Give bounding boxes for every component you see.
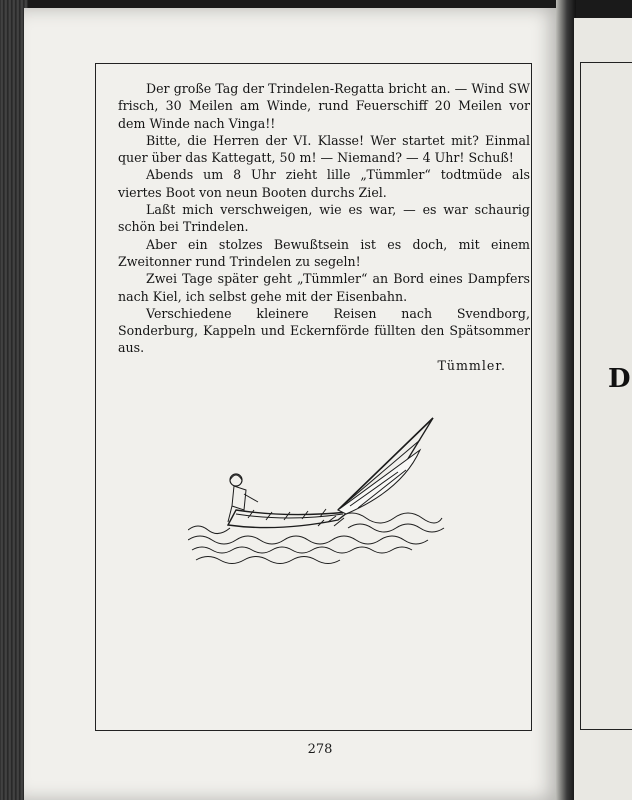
paragraph-silence: Laßt mich verschweigen, wie es war, — es war schaurig schön bei Trindelen.	[118, 202, 530, 235]
paragraph-finish: Abends um 8 Uhr zieht lille „Tümmler“ todtmüde als viertes Boot von neun Booten durchs Ziel.	[118, 167, 530, 200]
next-page-initial: D	[608, 364, 631, 394]
signature: Tümmler.	[437, 357, 506, 373]
sailboat-with-sailor-illustration	[188, 410, 448, 580]
paragraph-transport: Zwei Tage später geht „Tümmler“ an Bord eines Dampfers nach Kiel, ich selbst gehe mit der Eisenbahn.	[118, 271, 530, 304]
next-page-frame	[580, 62, 632, 730]
body-text	[118, 80, 530, 374]
paragraph-travels: Verschiedene kleinere Reisen nach Svendborg, Sonderburg, Kappeln und Eckernförde füllten den Spätsommer aus.	[118, 305, 530, 356]
paragraph-pride: Aber ein stolzes Bewußtsein ist es doch, mit einem Zweitonner rund Trindelen zu segeln!	[118, 236, 530, 269]
page-number: 278	[307, 742, 333, 757]
paragraph-regatta: Der große Tag der Trindelen-Regatta bricht an. — Wind SW frisch, 30 Meilen am Winde, rund Feuerschiff 20 Meilen vor dem Winde nach Vinga!!	[118, 81, 530, 131]
paragraph-start: Bitte, die Herren der VI. Klasse! Wer startet mit? Einmal quer über das Kattegatt, 50 m! — Niemand? — 4 Uhr! Schuß!	[118, 132, 530, 166]
book-gutter	[556, 0, 576, 800]
